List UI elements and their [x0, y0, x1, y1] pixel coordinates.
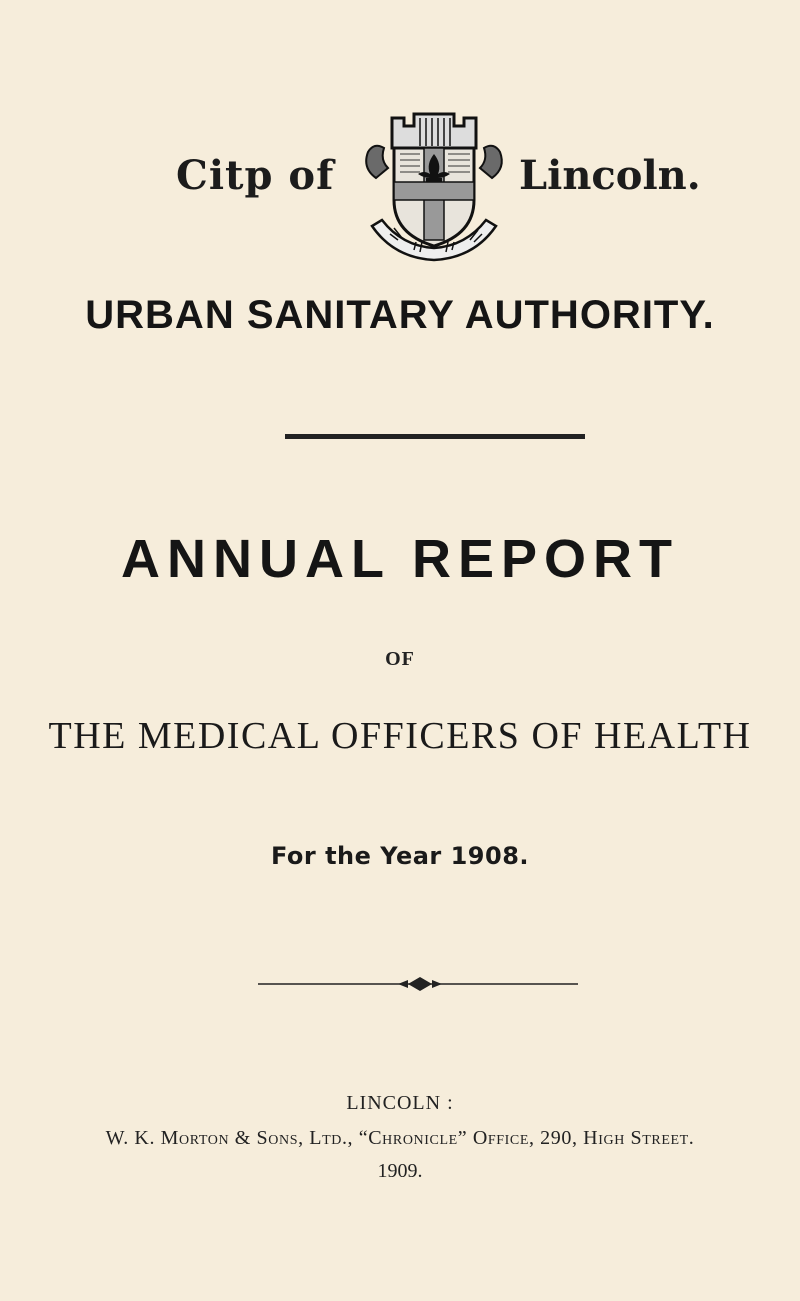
of-label: OF [385, 648, 415, 670]
report-subject: THE MEDICAL OFFICERS OF HEALTH [48, 715, 752, 757]
diamond-rule-ornament-icon [258, 972, 578, 996]
imprint-printer: W. K. Morton & Sons, Ltd., “Chronicle” Office, 290, High Street. [105, 1127, 695, 1149]
city-of-label: Citp of [176, 152, 335, 199]
divider-rule [285, 434, 585, 439]
city-name: Lincoln. [519, 152, 701, 199]
imprint-place: LINCOLN : [346, 1092, 454, 1114]
report-title: ANNUAL REPORT [120, 529, 679, 589]
header-row [0, 108, 800, 268]
imprint-year: 1909. [377, 1160, 423, 1182]
report-period: For the Year 1908. [270, 842, 530, 870]
authority-heading: URBAN SANITARY AUTHORITY. [85, 293, 715, 337]
lincoln-crest-icon [354, 108, 514, 268]
